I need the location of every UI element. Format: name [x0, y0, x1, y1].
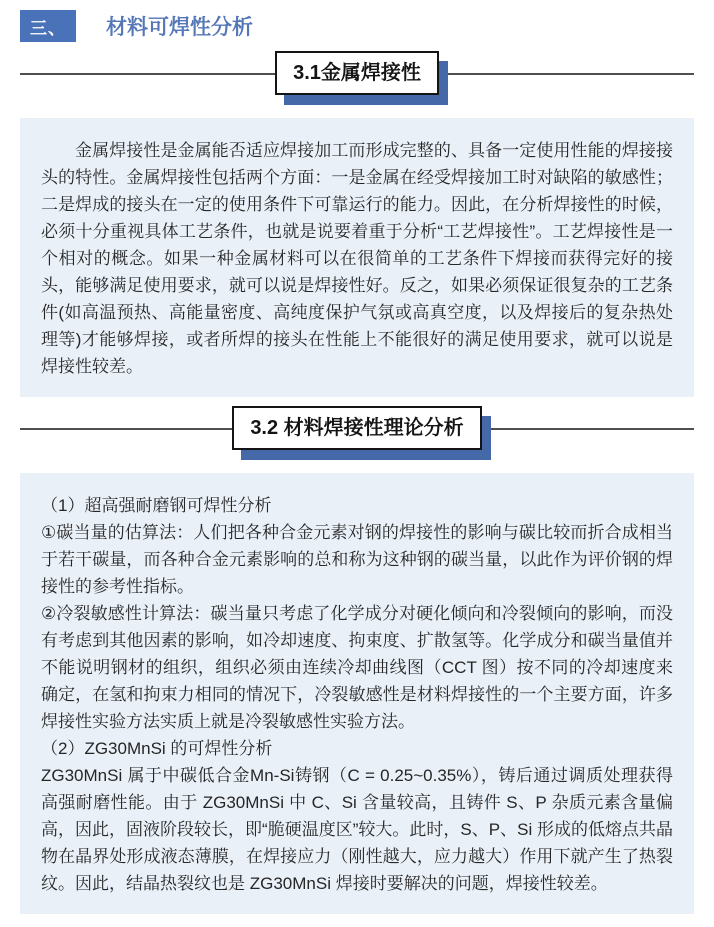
- metal-weldability-panel: [20, 118, 694, 397]
- section-title-box-3-2: 3.2 材料焊接性理论分析: [232, 406, 481, 450]
- paragraph: ZG30MnSi 属于中碳低合金Mn-Si铸钢（C = 0.25~0.35%），铸后通过调质处理获得高强耐磨性能。由于 ZG30MnSi 中 C、Si 含量较高，且铸件 S、P 杂质元素含量偏高，因此，固液阶段较长，即“脆硬温度区”较大。此时，S、P、Si 形成的低熔点共晶物在晶界处形成液态薄膜，在焊接应力（刚性越大，应力越大）作用下就产生了热裂纹。因此，结晶热裂纹也是 ZG30MnSi 焊接时要解决的问题，焊接性较差。: [41, 766, 673, 893]
- item-heading: （2）ZG30MnSi 的可焊性分析: [41, 739, 273, 758]
- paragraph: ②冷裂敏感性计算法：碳当量只考虑了化学成分对硬化倾向和冷裂倾向的影响，而没有考虑到其他因素的影响，如冷却速度、拘束度、扩散氢等。化学成分和碳当量值并不能说明钢材的组织，组织必须由连续冷却曲线图（CCT 图）按不同的冷却速度来确定，在氢和拘束力相同的情况下，冷裂敏感性是材料焊接性的一个主要方面，许多焊接性实验方法实质上就是冷裂敏感性实验方法。: [41, 604, 673, 731]
- theory-analysis-panel: [20, 473, 694, 914]
- section-number-badge: 三、: [20, 10, 76, 42]
- paragraph: 金属焊接性是金属能否适应焊接加工而形成完整的、具备一定使用性能的焊接接头的特性。金属焊接性包括两个方面：一是金属在经受焊接加工时对缺陷的敏感性；二是焊成的接头在一定的使用条件下可靠运行的能力。因此，在分析焊接性的时候，必须十分重视具体工艺条件，也就是说要着重于分析“工艺焊接性”。工艺焊接性是一个相对的概念。如果一种金属材料可以在很简单的工艺条件下焊接而获得完好的接头，能够满足使用要求，就可以说是焊接性好。反之，如果必须保证很复杂的工艺条件(如高温预热、高能量密度、高纯度保护气氛或高真空度，以及焊接后的复杂热处理等)才能够焊接，或者所焊的接头在性能上不能很好的满足使用要求，就可以说是焊接性较差。: [41, 141, 673, 376]
- document-header: [20, 10, 694, 42]
- item-heading: （1）超高强耐磨钢可焊性分析: [41, 496, 272, 515]
- section-title-box-3-1: 3.1金属焊接性: [275, 51, 439, 95]
- document-title: 材料可焊性分析: [106, 16, 253, 39]
- report-page: [0, 10, 714, 914]
- section-heading-3-1: [20, 42, 694, 104]
- paragraph: ①碳当量的估算法：人们把各种合金元素对钢的焊接性的影响与碳比较而折合成相当于若干碳量，而各种合金元素影响的总和称为这种钢的碳当量，以此作为评价钢的焊接性的参考性指标。: [41, 523, 673, 596]
- section-heading-3-2: [20, 397, 694, 459]
